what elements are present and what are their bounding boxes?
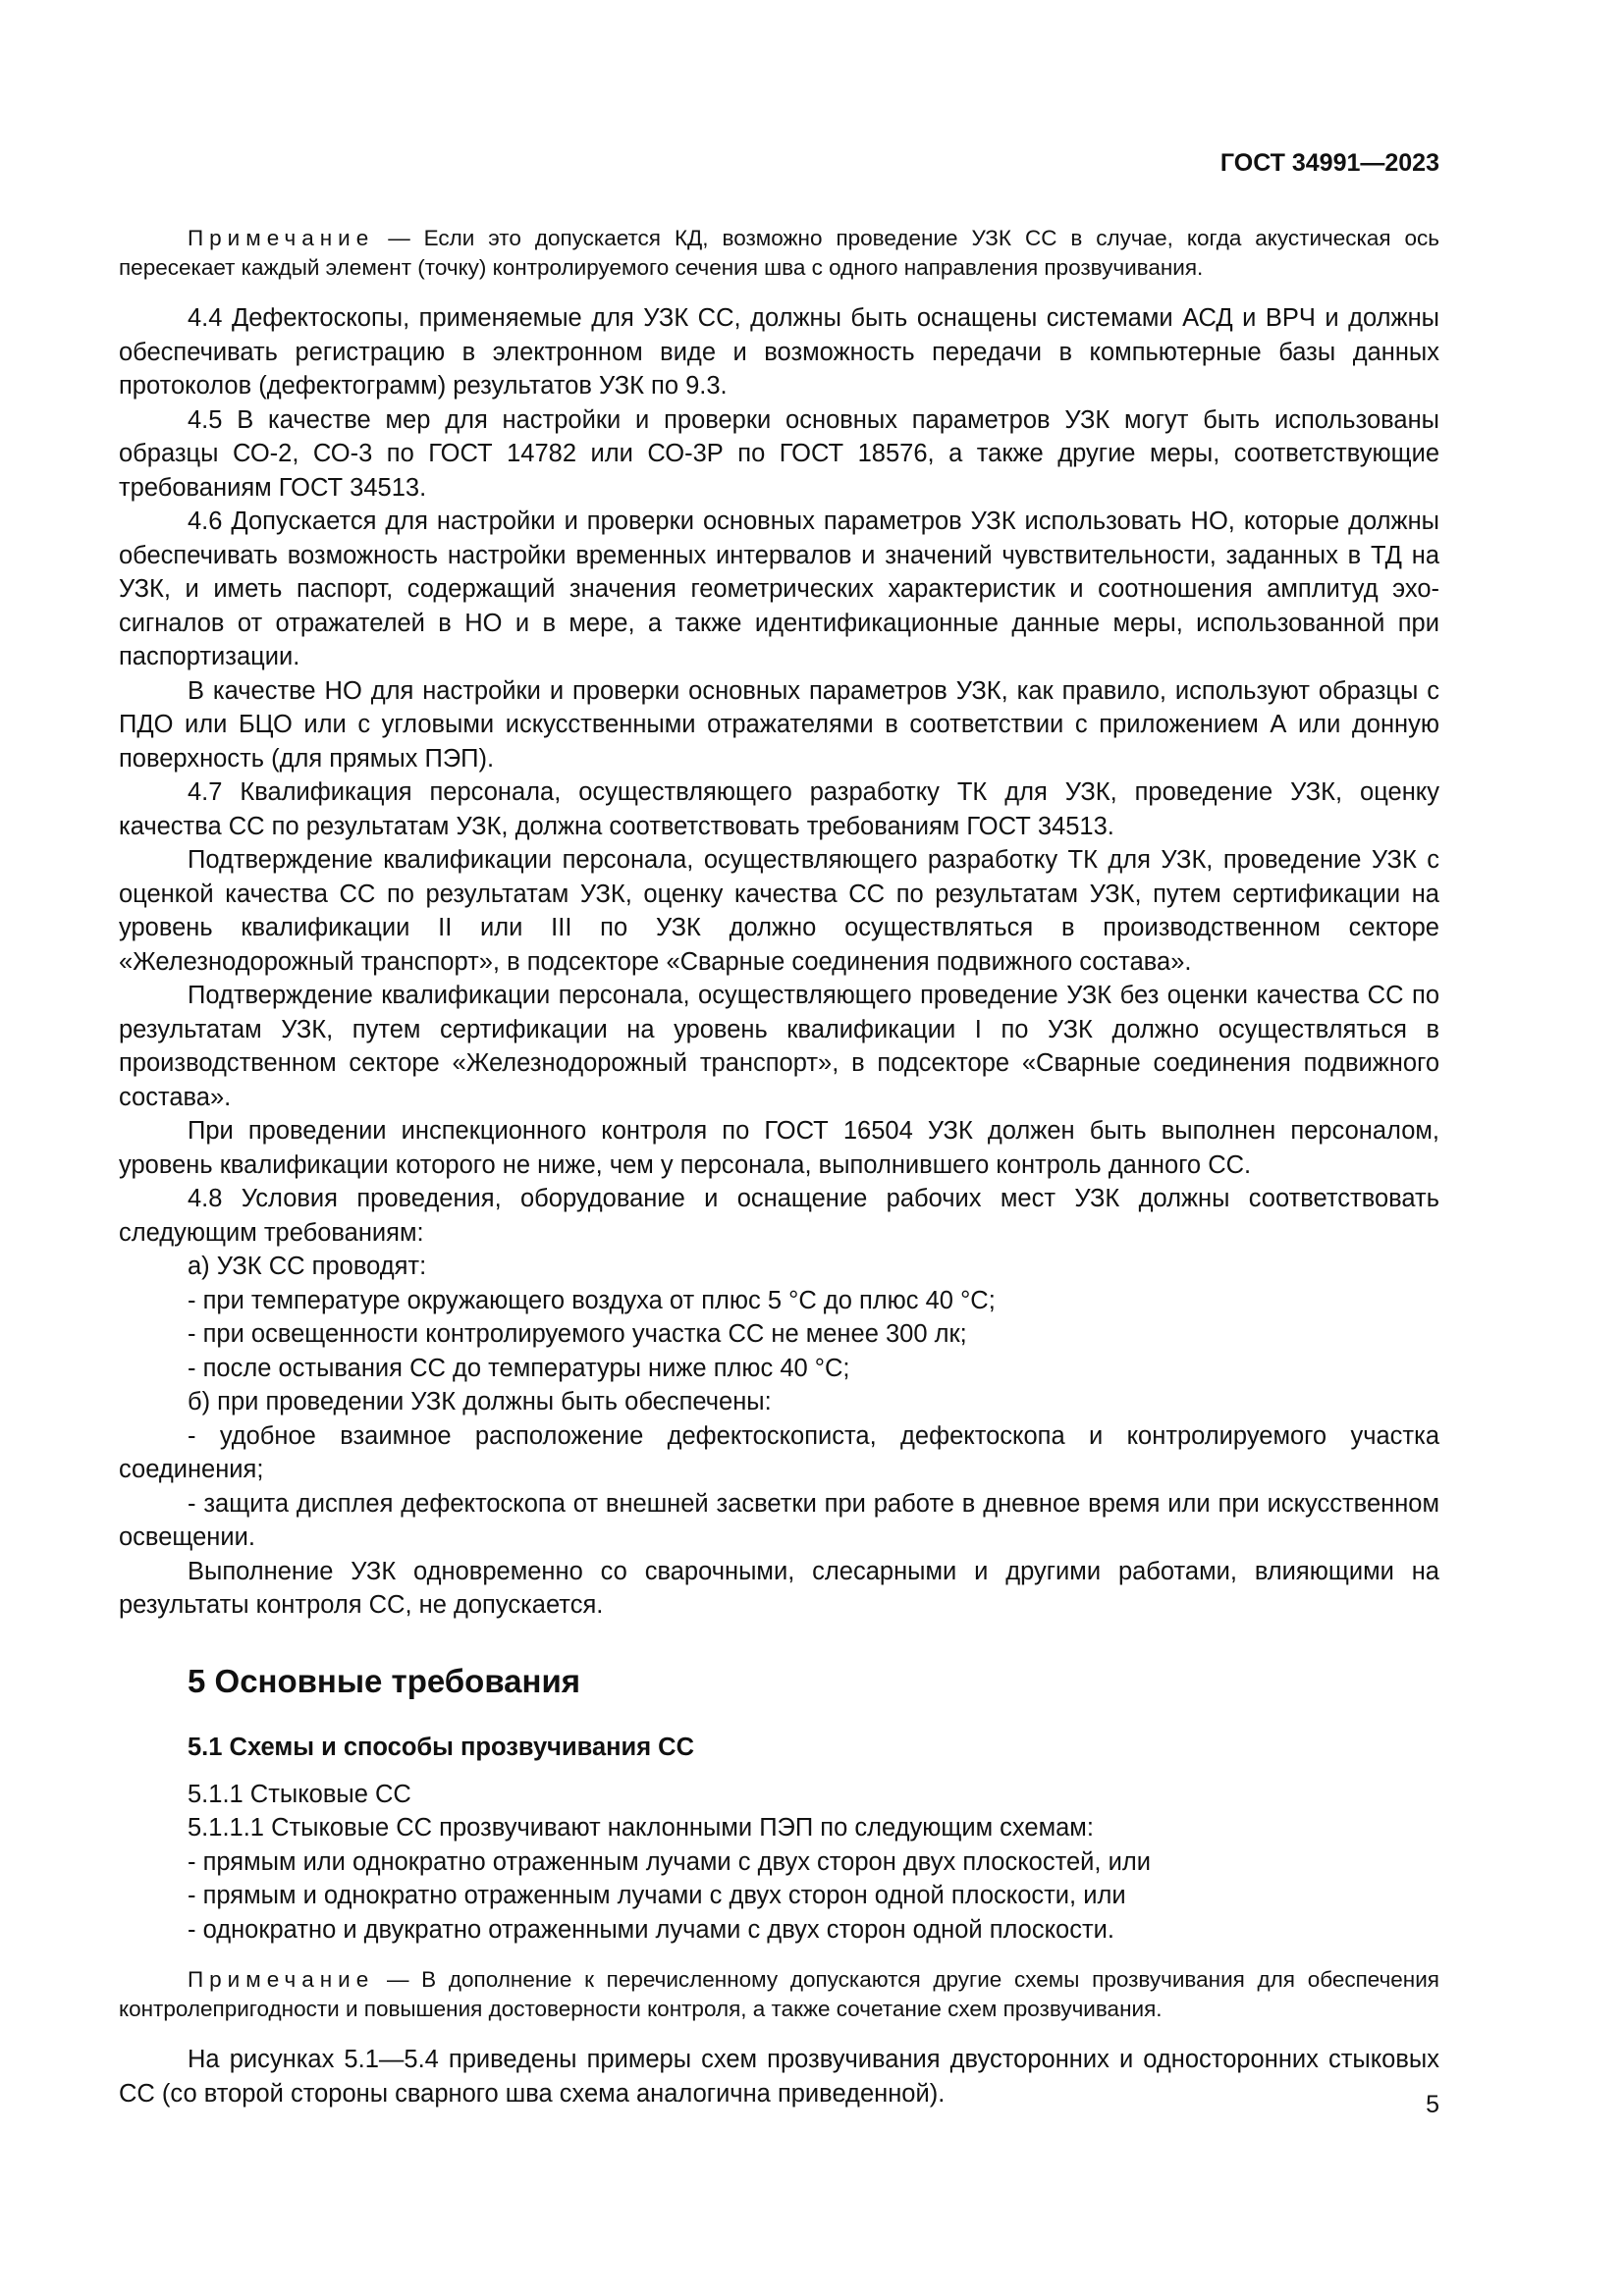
item-5-1-1-1: 5.1.1.1 Стыковые СС прозвучивают наклонными ПЭП по следующим схемам: bbox=[188, 1814, 1094, 1842]
paragraph-4-7-inspection: При проведении инспекционного контроля по ГОСТ 16504 УЗК должен быть выполнен персоналом, уровень квалификации которого не ниже, чем у персонала, выполнившего контроль данного СС. bbox=[119, 1117, 1439, 1179]
note-text: — В дополнение к перечисленному допускаются другие схемы прозвучивания для обеспечения контролепригодности и повышения достоверности контроля, а также сочетание схем прозвучивания. bbox=[119, 1967, 1439, 2021]
list-item-illumination: - при освещенности контролируемого участка СС не менее 300 лк; bbox=[188, 1320, 967, 1348]
list-item-display-protection: - защита дисплея дефектоскопа от внешней засветки при работе в дневное время или при искусственном освещении. bbox=[119, 1489, 1439, 1551]
paragraph-4-8: 4.8 Условия проведения, оборудование и оснащение рабочих мест УЗК должны соответствовать следующим требованиям: bbox=[119, 1185, 1439, 1247]
paragraph-simultaneous-work: Выполнение УЗК одновременно со сварочными, слесарными и другими работами, влияющими на результаты контроля СС, не допускается. bbox=[119, 1557, 1439, 1619]
note-label: Примечание bbox=[188, 1967, 375, 1992]
page-number: 5 bbox=[1426, 2091, 1439, 2118]
paragraph-4-4: 4.4 Дефектоскопы, применяемые для УЗК СС, должны быть оснащены системами АСД и ВРЧ и должны обеспечивать регистрацию в электронном виде и возможность передачи в компьютерные базы данных протоколов (дефектограмм) результатов УЗК по 9.3. bbox=[119, 304, 1439, 400]
scheme-item-3: - однократно и двукратно отраженными лучами с двух сторон одной плоскости. bbox=[188, 1915, 1114, 1944]
section-5-heading: 5 Основные требования bbox=[188, 1662, 581, 1699]
list-item-arrangement: - удобное взаимное расположение дефектоскописта, дефектоскопа и контролируемого участка соединения; bbox=[119, 1421, 1439, 1483]
note-label: Примечание bbox=[188, 226, 375, 250]
item-5-1-1: 5.1.1 Стыковые СС bbox=[188, 1780, 411, 1808]
list-item-cooling: - после остывания СС до температуры ниже плюс 40 °С; bbox=[188, 1354, 850, 1382]
note-paragraph bbox=[119, 224, 1439, 283]
scheme-item-2: - прямым и однократно отраженным лучами с двух сторон одной плоскости, или bbox=[188, 1882, 1126, 1909]
paragraph-4-6: 4.6 Допускается для настройки и проверки основных параметров УЗК использовать НО, которые должны обеспечивать возможность настройки временных интервалов и значений чувствительности, заданных в ТД на УЗК, и иметь паспорт, содержащий значения геометрических характеристик и соотношения амплитуд эхо-сигналов от отражателей в НО и в мере, а также идентификационные данные меры, использованной при паспортизации. bbox=[119, 507, 1439, 670]
list-item-temperature: - при температуре окружающего воздуха от плюс 5 °С до плюс 40 °С; bbox=[188, 1286, 996, 1314]
standard-designation: ГОСТ 34991—2023 bbox=[1219, 149, 1439, 177]
paragraph-4-7: 4.7 Квалификация персонала, осуществляющего разработку ТК для УЗК, проведение УЗК, оценку качества СС по результатам УЗК, должна соответствовать требованиям ГОСТ 34513. bbox=[119, 778, 1439, 840]
figures-reference-paragraph: На рисунках 5.1—5.4 приведены примеры схем прозвучивания двусторонних и односторонних стыковых СС (со второй стороны сварного шва схема аналогична приведенной). bbox=[119, 2046, 1439, 2108]
scheme-item-1: - прямым или однократно отраженным лучами с двух сторон двух плоскостей, или bbox=[188, 1847, 1151, 1876]
section5-note-paragraph bbox=[119, 1965, 1439, 2024]
paragraph-4-6-reference-samples: В качестве НО для настройки и проверки основных параметров УЗК, как правило, используют образцы с ПДО или БЦО или с угловыми искусственными отражателями в соответствии с приложением А или донную поверхность (для прямых ПЭП). bbox=[119, 676, 1439, 773]
list-item-a: а) УЗК СС проводят: bbox=[188, 1253, 427, 1280]
paragraph-4-7-level-1: Подтверждение квалификации персонала, осуществляющего проведение УЗК без оценки качества СС по результатам УЗК, путем сертификации на уровень квалификации I по УЗК должно осуществляться в производственном секторе «Железнодорожный транспорт», в подсекторе «Сварные соединения подвижного состава». bbox=[119, 982, 1439, 1111]
list-item-b: б) при проведении УЗК должны быть обеспечены: bbox=[188, 1388, 772, 1415]
paragraph-4-7-levels-2-3: Подтверждение квалификации персонала, осуществляющего разработку ТК для УЗК, проведение УЗК с оценкой качества СС по результатам УЗК, оценку качества СС по результатам УЗК, путем сертификации на уровень квалификации II или III по УЗК должно осуществляться в производственном секторе «Железнодорожный транспорт», в подсекторе «Сварные соединения подвижного состава». bbox=[119, 846, 1439, 976]
paragraph-4-5: 4.5 В качестве мер для настройки и проверки основных параметров УЗК могут быть использованы образцы СО-2, СО-3 по ГОСТ 14782 или СО-3Р по ГОСТ 18576, а также другие меры, соответствующие требованиям ГОСТ 34513. bbox=[119, 405, 1439, 502]
subsection-5-1-heading: 5.1 Схемы и способы прозвучивания СС bbox=[188, 1733, 695, 1761]
note-text: — Если это допускается КД, возможно проведение УЗК СС в случае, когда акустическая ось пересекает каждый элемент (точку) контролируемого сечения шва с одного направления прозвучивания. bbox=[119, 226, 1439, 280]
document-body bbox=[119, 224, 1439, 2110]
